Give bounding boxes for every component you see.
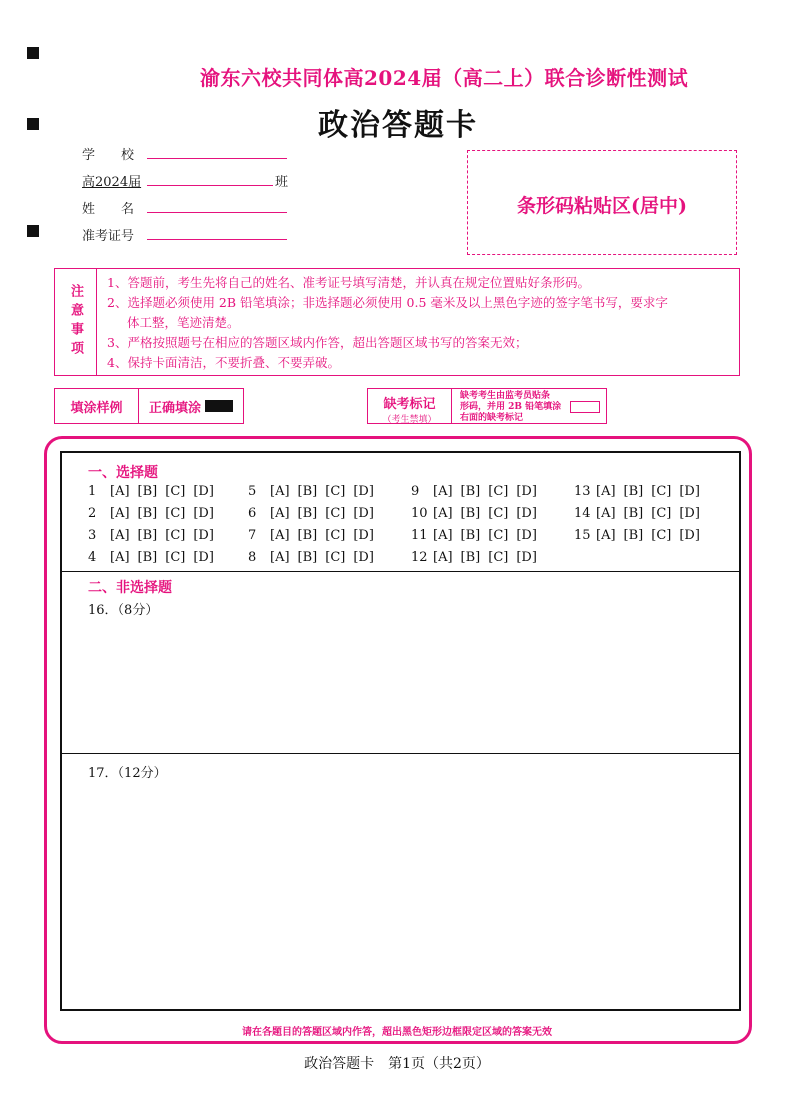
absent-mark-bubble[interactable] <box>570 401 600 413</box>
answer-bubble[interactable]: [D] <box>516 484 537 499</box>
notice-item: 2、选择题必须使用 2B 铅笔填涂；非选择题必须使用 0.5 毫米及以上黑色字迹的签字笔书写，要求字 <box>107 295 668 310</box>
answer-bubble[interactable]: [B] <box>460 528 481 543</box>
answer-area <box>60 451 741 1011</box>
school-field[interactable] <box>147 158 287 159</box>
answer-bubble[interactable]: [A] <box>596 506 616 521</box>
question-number: 1 <box>88 484 97 499</box>
name-label: 姓 名 <box>82 202 135 217</box>
question-16-answer-area[interactable] <box>62 619 739 751</box>
section-divider <box>62 571 739 572</box>
answer-bubble[interactable]: [C] <box>651 484 672 499</box>
answer-bubble[interactable]: [C] <box>165 528 186 543</box>
question-number: 13 <box>574 484 591 499</box>
answer-bubble[interactable]: [C] <box>651 506 672 521</box>
answer-bubble[interactable]: [A] <box>110 506 130 521</box>
notice-box <box>54 268 740 376</box>
notice-list <box>107 273 729 373</box>
answer-bubble[interactable]: [D] <box>193 506 214 521</box>
question-number: 7 <box>248 528 257 543</box>
question-17-label: 17．（12分） <box>88 766 167 781</box>
notice-heading-cell <box>55 269 97 375</box>
answer-bubble[interactable]: [B] <box>297 506 318 521</box>
absent-mark-label: 缺考标记 <box>383 397 436 412</box>
barcode-area-label: 条形码粘贴区(居中) <box>517 195 687 217</box>
answer-bubble[interactable]: [B] <box>623 506 644 521</box>
bottom-warning: 请在各题目的答题区域内作答，超出黑色矩形边框限定区域的答案无效 <box>242 1027 552 1038</box>
mcq-question <box>88 484 222 499</box>
answer-bubble[interactable]: [D] <box>353 528 374 543</box>
mcq-question <box>248 550 382 565</box>
answer-bubble[interactable]: [A] <box>110 550 130 565</box>
answer-bubble[interactable]: [C] <box>325 506 346 521</box>
absent-mark-line: 缺考考生由监考员贴条 <box>460 391 551 401</box>
answer-bubble[interactable]: [A] <box>270 528 290 543</box>
notice-item: 4、保持卡面清洁，不要折叠、不要弄破。 <box>107 355 340 370</box>
answer-bubble[interactable]: [D] <box>193 528 214 543</box>
answer-bubble[interactable]: [D] <box>193 484 214 499</box>
exam-subtitle: 渝东六校共同体高2024届（高二上）联合诊断性测试 <box>200 66 689 90</box>
answer-bubble[interactable]: [B] <box>460 484 481 499</box>
mcq-question <box>248 528 382 543</box>
question-number: 14 <box>574 506 591 521</box>
answer-bubble[interactable]: [C] <box>488 550 509 565</box>
mcq-question <box>411 528 545 543</box>
answer-bubble[interactable]: [C] <box>165 484 186 499</box>
question-number: 2 <box>88 506 97 521</box>
answer-bubble[interactable]: [A] <box>596 484 616 499</box>
fill-sample-box <box>54 388 244 424</box>
question-number: 6 <box>248 506 257 521</box>
question-17-answer-area[interactable] <box>62 783 739 1009</box>
registration-mark <box>27 225 39 237</box>
answer-bubble[interactable]: [A] <box>433 506 453 521</box>
question-16-label: 16．（8分） <box>88 603 159 618</box>
absent-mark-instructions <box>460 391 572 424</box>
school-label: 学 校 <box>82 148 135 163</box>
answer-bubble[interactable]: [B] <box>137 550 158 565</box>
answer-bubble[interactable]: [C] <box>488 484 509 499</box>
answer-bubble[interactable]: [C] <box>165 506 186 521</box>
answer-bubble[interactable]: [D] <box>679 506 700 521</box>
class-suffix: 班 <box>275 175 289 190</box>
answer-bubble[interactable]: [A] <box>270 484 290 499</box>
exam-id-field[interactable] <box>147 239 287 240</box>
exam-id-label: 准考证号 <box>82 229 135 244</box>
answer-bubble[interactable]: [B] <box>460 506 481 521</box>
mcq-question <box>411 550 545 565</box>
mcq-question <box>574 484 708 499</box>
answer-bubble[interactable]: [D] <box>679 484 700 499</box>
answer-bubble[interactable]: [B] <box>623 484 644 499</box>
answer-bubble[interactable]: [D] <box>193 550 214 565</box>
mcq-question <box>411 484 545 499</box>
question-number: 15 <box>574 528 591 543</box>
notice-item: 1、答题前，考生先将自己的姓名、准考证号填写清楚，并认真在规定位置贴好条形码。 <box>107 275 590 290</box>
answer-bubble[interactable]: [D] <box>516 550 537 565</box>
answer-bubble[interactable]: [B] <box>137 528 158 543</box>
barcode-area <box>467 150 737 255</box>
answer-bubble[interactable]: [A] <box>433 528 453 543</box>
answer-bubble[interactable]: [A] <box>433 550 453 565</box>
mcq-question <box>574 506 708 521</box>
mcq-question <box>248 506 382 521</box>
absent-mark-box <box>367 388 607 424</box>
question-number: 11 <box>411 528 428 543</box>
fill-sample-label: 填涂样例 <box>55 389 139 423</box>
answer-bubble[interactable]: [D] <box>353 484 374 499</box>
question-number: 10 <box>411 506 428 521</box>
answer-bubble[interactable]: [B] <box>137 506 158 521</box>
mcq-question <box>88 506 222 521</box>
absent-mark-title <box>368 389 452 423</box>
answer-bubble[interactable]: [D] <box>353 550 374 565</box>
filled-bubble-icon <box>205 400 233 412</box>
question-number: 12 <box>411 550 428 565</box>
answer-bubble[interactable]: [C] <box>325 528 346 543</box>
grade-label: 高2024届 <box>82 175 142 190</box>
answer-bubble[interactable]: [C] <box>325 484 346 499</box>
answer-bubble[interactable]: [A] <box>270 506 290 521</box>
answer-bubble[interactable]: [C] <box>165 550 186 565</box>
mcq-question <box>248 484 382 499</box>
name-field[interactable] <box>147 212 287 213</box>
answer-bubble[interactable]: [D] <box>353 506 374 521</box>
mcq-question <box>88 528 222 543</box>
class-field[interactable] <box>147 185 273 186</box>
mcq-question <box>411 506 545 521</box>
page-footer: 政治答题卡 第1页（共2页） <box>304 1056 490 1072</box>
absent-mark-sub: （考生禁填） <box>382 415 437 425</box>
answer-bubble[interactable]: [C] <box>488 506 509 521</box>
registration-mark <box>27 118 39 130</box>
question-number: 9 <box>411 484 420 499</box>
answer-bubble[interactable]: [A] <box>596 528 616 543</box>
notice-heading: 注意事项 <box>68 284 83 360</box>
answer-bubble[interactable]: [C] <box>325 550 346 565</box>
question-number: 3 <box>88 528 97 543</box>
absent-mark-line: 形码，并用 2B 铅笔填涂 <box>460 402 562 412</box>
absent-mark-line: 右面的缺考标记 <box>460 413 524 423</box>
answer-bubble[interactable]: [C] <box>488 528 509 543</box>
question-divider <box>62 753 739 754</box>
answer-bubble[interactable]: [D] <box>679 528 700 543</box>
answer-bubble[interactable]: [B] <box>460 550 481 565</box>
answer-bubble[interactable]: [B] <box>297 528 318 543</box>
answer-bubble[interactable]: [A] <box>270 550 290 565</box>
section-title-choice: 一、选择题 <box>88 465 158 481</box>
answer-bubble[interactable]: [C] <box>651 528 672 543</box>
correct-fill-label: 正确填涂 <box>149 400 202 416</box>
mcq-question <box>88 550 222 565</box>
answer-bubble[interactable]: [D] <box>516 506 537 521</box>
question-number: 4 <box>88 550 97 565</box>
answer-bubble[interactable]: [B] <box>297 550 318 565</box>
question-number: 8 <box>248 550 257 565</box>
registration-mark <box>27 47 39 59</box>
notice-item: 3、严格按照题号在相应的答题区域内作答，超出答题区域书写的答案无效； <box>107 335 528 350</box>
card-title: 政治答题卡 <box>318 108 478 143</box>
notice-item: 体工整，笔迹清楚。 <box>127 315 240 330</box>
answer-bubble[interactable]: [A] <box>110 528 130 543</box>
answer-bubble[interactable]: [D] <box>516 528 537 543</box>
correct-fill-example <box>149 389 233 423</box>
mcq-question <box>574 528 708 543</box>
answer-bubble[interactable]: [A] <box>110 484 130 499</box>
section-title-open: 二、非选择题 <box>88 580 172 596</box>
answer-bubble[interactable]: [B] <box>137 484 158 499</box>
answer-bubble[interactable]: [A] <box>433 484 453 499</box>
answer-bubble[interactable]: [B] <box>623 528 644 543</box>
answer-bubble[interactable]: [B] <box>297 484 318 499</box>
question-number: 5 <box>248 484 257 499</box>
